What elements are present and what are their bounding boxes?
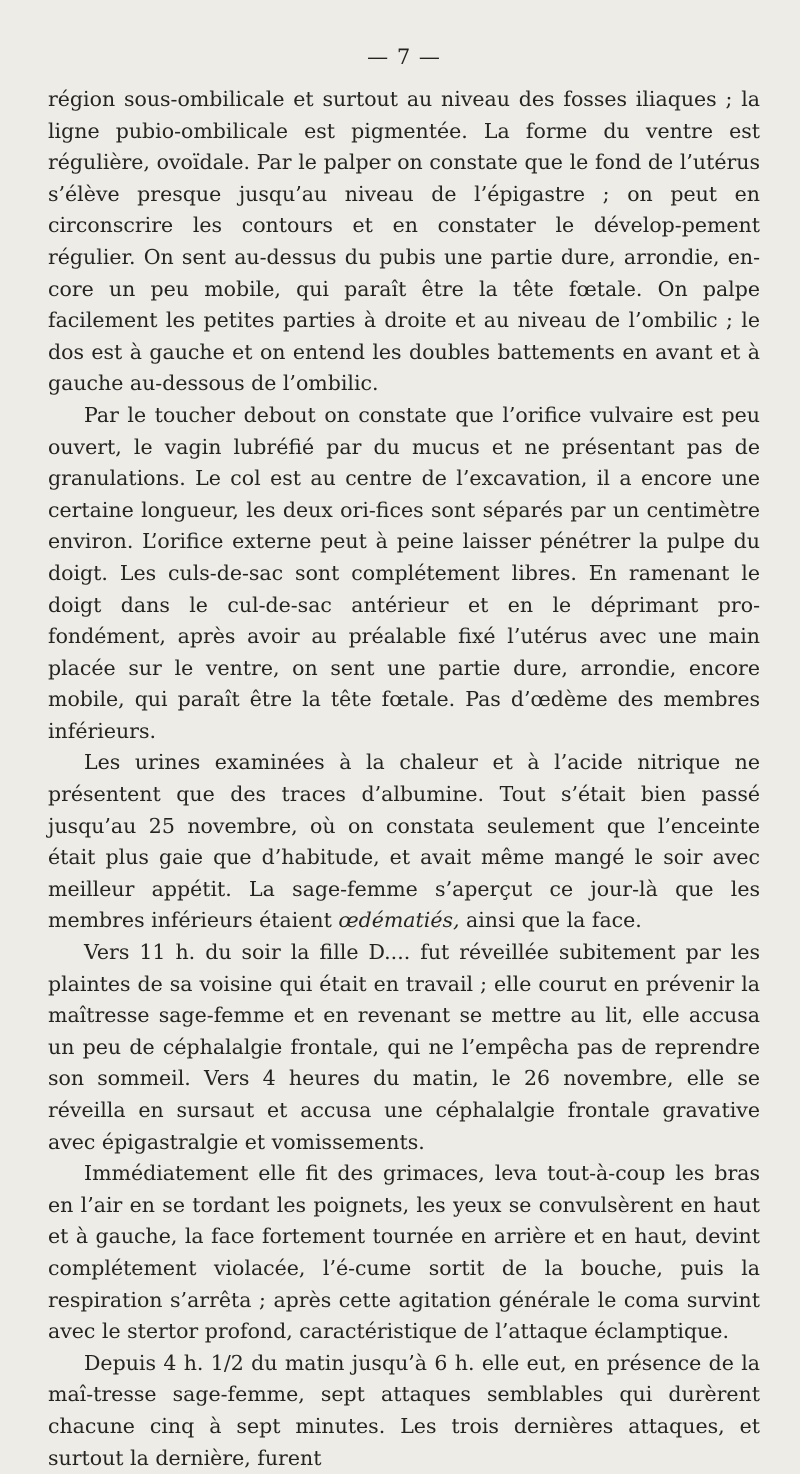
paragraph-6: Depuis 4 h. 1/2 du matin jusqu’à 6 h. elle eut, en présence de la maî-tresse sage-femme, sept attaques semblables qui durèrent chacune cinq à sept minutes. Les trois dernières attaques, et surtout la dernière, furent [48, 1350, 760, 1470]
paragraph-3-text-after: ainsi que la face. [459, 908, 642, 933]
paragraph-3-text-before: Les urines examinées à la chaleur et à l’acide nitrique ne présentent que des traces d’albumine. Tout s’était bien passé jusqu’au 25 novembre, où on constata seulement que l’enceinte était plus gaie que d’habitude, et avait même mangé le soir avec meilleur appétit. La sage-femme s’aperçut ce jour-là que les membres inférieurs étaient [48, 750, 760, 933]
paragraph-2: Par le toucher debout on constate que l’orifice vulvaire est peu ouvert, le vagin lubréfié par du mucus et ne présentant pas de granulations. Le col est au centre de l’excavation, il a encore une certaine longueur, les deux ori-fices sont séparés par un centimètre environ. L’orifice externe peut à peine laisser pénétrer la pulpe du doigt. Les culs-de-sac sont complétement libres. En ramenant le doigt dans le cul-de-sac antérieur et en le déprimant pro-fondément, après avoir au préalable fixé l’utérus avec une main placée sur le ventre, on sent une partie dure, arrondie, encore mobile, qui paraît être la tête fœtale. Pas d’œdème des membres inférieurs. [48, 402, 760, 743]
paragraph-3-emphasis: œdématiés, [338, 908, 460, 933]
paragraph-1: région sous-ombilicale et surtout au niveau des fosses iliaques ; la ligne pubio-ombilicale est pigmentée. La forme du ventre est régulière, ovoïdale. Par le palper on constate que le fond de l’utérus s’élève presque jusqu’au niveau de l’épigastre ; on peut en circonscrire les contours et en constater le dévelop-pement régulier. On sent au-dessus du pubis une partie dure, arrondie, en-core un peu mobile, qui paraît être la tête fœtale. On palpe facilement les petites parties à droite et au niveau de l’ombilic ; le dos est à gauche et on entend les doubles battements en avant et à gauche au-dessous de l’ombilic. [48, 87, 760, 396]
page-number: — 7 — [367, 45, 441, 69]
paragraph-5: Immédiatement elle fit des grimaces, leva tout-à-coup les bras en l’air en se tordant les poignets, les yeux se convulsèrent en haut et à gauche, la face fortement tournée en arrière et en haut, devint complétement violacée, l’é-cume sortit de la bouche, puis la respiration s’arrêta ; après cette agitation générale le coma survint avec le stertor profond, caractéristique de l’attaque éclamptique. [48, 1161, 760, 1344]
paragraph-3 [48, 747, 760, 937]
paragraph-4: Vers 11 h. du soir la fille D.... fut réveillée subitement par les plaintes de sa voisine qui était en travail ; elle courut en prévenir la maîtresse sage-femme et en revenant se mettre au lit, elle accusa un peu de céphalalgie frontale, qui ne l’empêcha pas de reprendre son sommeil. Vers 4 heures du matin, le 26 novembre, elle se réveilla en sursaut et accusa une céphalalgie frontale gravative avec épigastralgie et vomissements. [48, 940, 760, 1154]
body-text [48, 84, 760, 1474]
